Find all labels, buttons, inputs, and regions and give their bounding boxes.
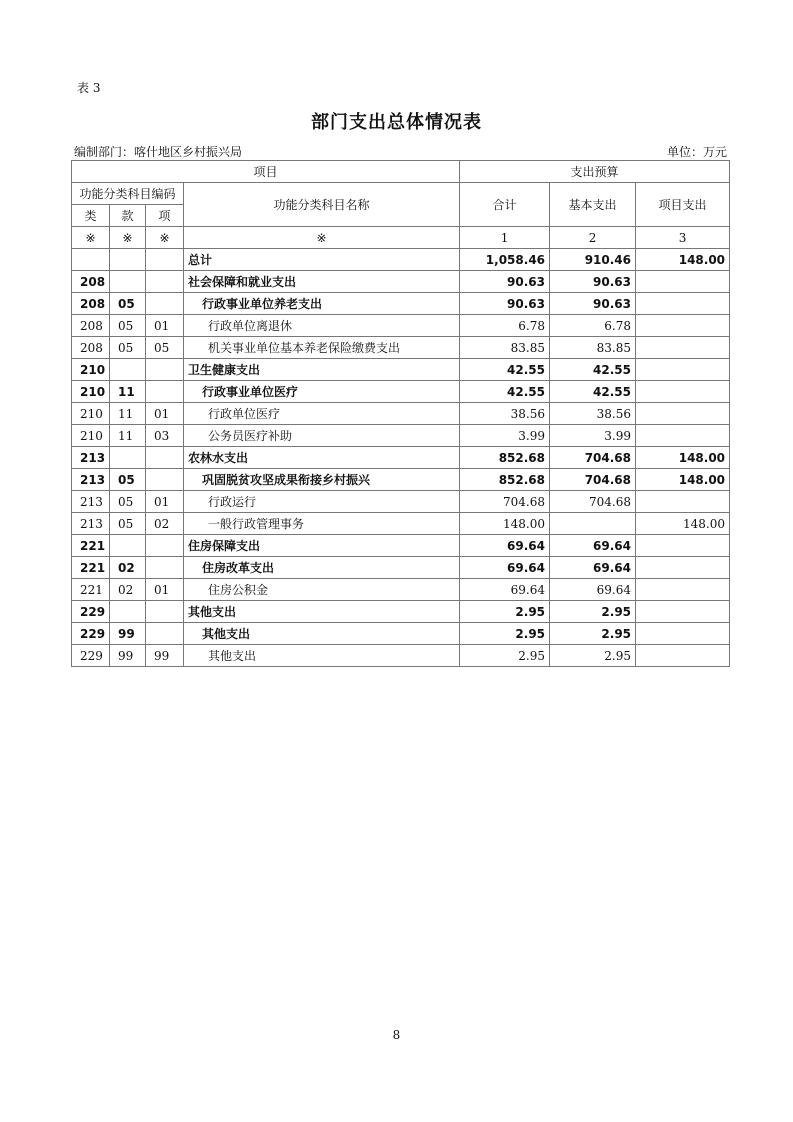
- cell-xiang: 01: [146, 315, 184, 337]
- cell-basic: 42.55: [550, 381, 636, 403]
- cell-kuan: 05: [110, 315, 146, 337]
- cell-basic: 6.78: [550, 315, 636, 337]
- cell-lei: 213: [72, 469, 110, 491]
- cell-xiang: [146, 381, 184, 403]
- cell-project: [636, 491, 730, 513]
- cell-lei: 229: [72, 601, 110, 623]
- cell-basic: 38.56: [550, 403, 636, 425]
- table-row: [72, 645, 730, 667]
- cell-name: 社会保障和就业支出: [184, 271, 460, 293]
- cell-xiang: [146, 601, 184, 623]
- cell-project: [636, 359, 730, 381]
- cell-basic: 90.63: [550, 293, 636, 315]
- cell-kuan: [110, 447, 146, 469]
- cell-name: 住房保障支出: [184, 535, 460, 557]
- cell-kuan: [110, 359, 146, 381]
- header-mark: ※: [110, 227, 146, 249]
- table-row: [72, 579, 730, 601]
- cell-project: 148.00: [636, 249, 730, 271]
- header-code-group: 功能分类科目编码: [72, 183, 184, 205]
- table-row: [72, 491, 730, 513]
- cell-lei: 221: [72, 579, 110, 601]
- cell-name: 一般行政管理事务: [184, 513, 460, 535]
- cell-lei: 210: [72, 425, 110, 447]
- table-row: [72, 381, 730, 403]
- cell-lei: 213: [72, 447, 110, 469]
- cell-basic: 2.95: [550, 645, 636, 667]
- cell-kuan: [110, 535, 146, 557]
- cell-name: 其他支出: [184, 645, 460, 667]
- page-number: 8: [392, 1028, 401, 1042]
- cell-basic: 3.99: [550, 425, 636, 447]
- header-basic: 基本支出: [550, 183, 636, 227]
- table-row: [72, 425, 730, 447]
- cell-kuan: 05: [110, 513, 146, 535]
- cell-total: 3.99: [460, 425, 550, 447]
- cell-lei: 210: [72, 359, 110, 381]
- cell-name: 其他支出: [184, 623, 460, 645]
- cell-project: [636, 271, 730, 293]
- cell-name: 其他支出: [184, 601, 460, 623]
- header-project-exp: 项目支出: [636, 183, 730, 227]
- cell-name: 住房改革支出: [184, 557, 460, 579]
- cell-lei: 208: [72, 337, 110, 359]
- cell-xiang: [146, 447, 184, 469]
- header-col3: 3: [636, 227, 730, 249]
- unit-label: 单位：万元: [666, 145, 727, 159]
- cell-basic: 42.55: [550, 359, 636, 381]
- cell-name: 卫生健康支出: [184, 359, 460, 381]
- header-row-4: [72, 227, 730, 249]
- cell-kuan: [110, 249, 146, 271]
- cell-name: 行政运行: [184, 491, 460, 513]
- cell-name: 行政单位医疗: [184, 403, 460, 425]
- cell-xiang: 01: [146, 403, 184, 425]
- cell-total: 1,058.46: [460, 249, 550, 271]
- cell-basic: 69.64: [550, 535, 636, 557]
- cell-total: 42.55: [460, 381, 550, 403]
- cell-lei: 221: [72, 535, 110, 557]
- table-row: [72, 601, 730, 623]
- cell-xiang: [146, 293, 184, 315]
- cell-lei: [72, 249, 110, 271]
- cell-project: [636, 315, 730, 337]
- cell-name: 公务员医疗补助: [184, 425, 460, 447]
- cell-kuan: [110, 271, 146, 293]
- cell-xiang: [146, 623, 184, 645]
- table-row: [72, 469, 730, 491]
- cell-project: 148.00: [636, 513, 730, 535]
- cell-project: [636, 293, 730, 315]
- cell-name: 行政单位离退休: [184, 315, 460, 337]
- cell-lei: 229: [72, 623, 110, 645]
- cell-kuan: 02: [110, 579, 146, 601]
- cell-xiang: 03: [146, 425, 184, 447]
- cell-kuan: 11: [110, 403, 146, 425]
- header-project: 项目: [72, 161, 460, 183]
- cell-xiang: [146, 469, 184, 491]
- header-col1: 1: [460, 227, 550, 249]
- cell-basic: 83.85: [550, 337, 636, 359]
- cell-basic: 2.95: [550, 623, 636, 645]
- cell-xiang: [146, 271, 184, 293]
- cell-kuan: 05: [110, 469, 146, 491]
- cell-basic: 910.46: [550, 249, 636, 271]
- table-row: [72, 447, 730, 469]
- cell-lei: 208: [72, 315, 110, 337]
- table-row: [72, 337, 730, 359]
- cell-project: 148.00: [636, 469, 730, 491]
- expenditure-table: [71, 160, 730, 667]
- cell-total: 2.95: [460, 645, 550, 667]
- cell-xiang: 01: [146, 579, 184, 601]
- header-budget: 支出预算: [460, 161, 730, 183]
- cell-project: [636, 381, 730, 403]
- cell-total: 148.00: [460, 513, 550, 535]
- table-row: [72, 403, 730, 425]
- header-col2: 2: [550, 227, 636, 249]
- cell-total: 83.85: [460, 337, 550, 359]
- cell-xiang: 99: [146, 645, 184, 667]
- cell-project: [636, 579, 730, 601]
- cell-lei: 208: [72, 293, 110, 315]
- cell-lei: 221: [72, 557, 110, 579]
- header-row-1: [72, 161, 730, 183]
- cell-lei: 208: [72, 271, 110, 293]
- cell-basic: 704.68: [550, 447, 636, 469]
- cell-total: 42.55: [460, 359, 550, 381]
- cell-project: [636, 601, 730, 623]
- cell-kuan: 05: [110, 293, 146, 315]
- cell-lei: 213: [72, 513, 110, 535]
- cell-project: [636, 337, 730, 359]
- cell-lei: 213: [72, 491, 110, 513]
- cell-total: 6.78: [460, 315, 550, 337]
- cell-project: [636, 623, 730, 645]
- cell-name: 住房公积金: [184, 579, 460, 601]
- cell-basic: [550, 513, 636, 535]
- table-row: [72, 513, 730, 535]
- header-mark: ※: [184, 227, 460, 249]
- cell-total: 704.68: [460, 491, 550, 513]
- table-row: [72, 249, 730, 271]
- table-row: [72, 271, 730, 293]
- cell-total: 90.63: [460, 271, 550, 293]
- cell-basic: 69.64: [550, 579, 636, 601]
- cell-total: 2.95: [460, 601, 550, 623]
- cell-xiang: 01: [146, 491, 184, 513]
- cell-basic: 704.68: [550, 469, 636, 491]
- cell-kuan: 99: [110, 623, 146, 645]
- cell-project: [636, 535, 730, 557]
- cell-xiang: 02: [146, 513, 184, 535]
- cell-project: [636, 403, 730, 425]
- table-row: [72, 359, 730, 381]
- cell-project: [636, 645, 730, 667]
- cell-project: [636, 557, 730, 579]
- cell-lei: 229: [72, 645, 110, 667]
- table-label: 表 3: [77, 81, 101, 95]
- header-row-2: [72, 183, 730, 205]
- cell-xiang: [146, 249, 184, 271]
- cell-name: 巩固脱贫攻坚成果衔接乡村振兴: [184, 469, 460, 491]
- cell-xiang: [146, 557, 184, 579]
- table-row: [72, 623, 730, 645]
- header-lei: 类: [72, 205, 110, 227]
- cell-kuan: 05: [110, 491, 146, 513]
- cell-name: 总计: [184, 249, 460, 271]
- cell-basic: 704.68: [550, 491, 636, 513]
- cell-xiang: 05: [146, 337, 184, 359]
- cell-basic: 90.63: [550, 271, 636, 293]
- cell-basic: 2.95: [550, 601, 636, 623]
- cell-kuan: 11: [110, 381, 146, 403]
- cell-kuan: [110, 601, 146, 623]
- cell-kuan: 99: [110, 645, 146, 667]
- cell-kuan: 02: [110, 557, 146, 579]
- cell-total: 69.64: [460, 579, 550, 601]
- cell-name: 农林水支出: [184, 447, 460, 469]
- page-title: 部门支出总体情况表: [311, 112, 482, 133]
- cell-total: 852.68: [460, 447, 550, 469]
- cell-total: 90.63: [460, 293, 550, 315]
- cell-project: [636, 425, 730, 447]
- cell-basic: 69.64: [550, 557, 636, 579]
- cell-lei: 210: [72, 381, 110, 403]
- header-name: 功能分类科目名称: [184, 183, 460, 227]
- cell-total: 69.64: [460, 557, 550, 579]
- cell-total: 2.95: [460, 623, 550, 645]
- table-row: [72, 557, 730, 579]
- cell-name: 机关事业单位基本养老保险缴费支出: [184, 337, 460, 359]
- cell-kuan: 11: [110, 425, 146, 447]
- cell-total: 38.56: [460, 403, 550, 425]
- header-mark: ※: [146, 227, 184, 249]
- cell-xiang: [146, 359, 184, 381]
- header-xiang: 项: [146, 205, 184, 227]
- cell-total: 852.68: [460, 469, 550, 491]
- cell-name: 行政事业单位养老支出: [184, 293, 460, 315]
- cell-project: 148.00: [636, 447, 730, 469]
- compiling-department: 编制部门：喀什地区乡村振兴局: [74, 145, 243, 159]
- table-row: [72, 315, 730, 337]
- header-kuan: 款: [110, 205, 146, 227]
- cell-xiang: [146, 535, 184, 557]
- cell-kuan: 05: [110, 337, 146, 359]
- table-row: [72, 293, 730, 315]
- header-mark: ※: [72, 227, 110, 249]
- cell-lei: 210: [72, 403, 110, 425]
- cell-total: 69.64: [460, 535, 550, 557]
- header-total: 合计: [460, 183, 550, 227]
- table-row: [72, 535, 730, 557]
- cell-name: 行政事业单位医疗: [184, 381, 460, 403]
